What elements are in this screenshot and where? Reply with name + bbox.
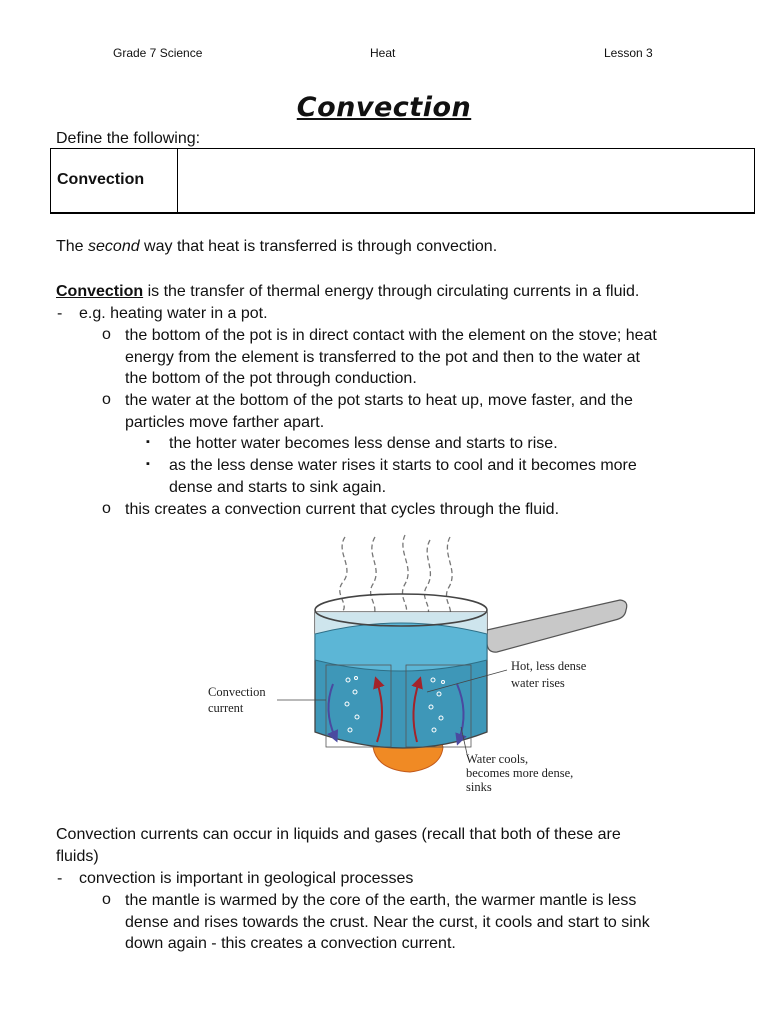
closing-line-2: fluids): [56, 847, 99, 865]
example-point-2: [125, 390, 633, 433]
header-unit: Heat: [370, 46, 396, 60]
example-text: e.g. heating water in a pot.: [79, 305, 268, 322]
example-final-point: this creates a convection current that cycles through the fluid.: [125, 501, 560, 518]
point-2-line-2: particles move farther apart.: [125, 413, 325, 431]
water-surface: [315, 623, 487, 671]
definition-table: [50, 148, 755, 214]
label-hot-2: water rises: [511, 676, 565, 690]
point-2-line-1: the water at the bottom of the pot starts to heat up, move faster, and the: [125, 392, 633, 409]
subpoint-2-line-1: as the less dense water rises it starts to cool and it becomes more: [169, 457, 637, 474]
steam-lines: [340, 535, 452, 618]
example-dash: -: [57, 305, 63, 322]
point-1-line-1: the bottom of the pot is in direct contact with the element on the stove; heat: [125, 327, 657, 344]
definition-term-cell: Convection: [51, 149, 178, 212]
label-cool-1: Water cools,: [466, 752, 529, 766]
closing-dash: -: [57, 870, 63, 887]
pot-handle: [487, 600, 627, 652]
subpoint-2-line-2: dense and starts to sink again.: [169, 478, 387, 496]
page-title: Convection: [296, 92, 472, 123]
bullet-marker: o: [102, 891, 111, 908]
label-hot-1: Hot, less dense: [511, 659, 587, 673]
closing-sub-line-1: the mantle is warmed by the core of the earth, the warmer mantle is less: [125, 892, 637, 909]
closing-subpoint: [125, 890, 650, 955]
intro-sentence: [56, 236, 497, 258]
bullet-marker: o: [102, 326, 111, 343]
closing-paragraph: [56, 824, 621, 867]
intro-before: The: [56, 238, 89, 255]
intro-emphasis: second: [88, 238, 140, 255]
label-convection-current-1: Convection: [208, 685, 266, 699]
point-1-line-2: energy from the element is transferred to the pot and then to the water at: [125, 348, 640, 366]
subpoint-1-line-1: the hotter water becomes less dense and starts to rise.: [169, 435, 558, 452]
label-convection-current-2: current: [208, 701, 244, 715]
bullet-marker: o: [102, 391, 111, 408]
example-point-1: [125, 325, 657, 390]
square-bullet: ▪: [146, 458, 150, 470]
closing-line-1: Convection currents can occur in liquids and gases (recall that both of these are: [56, 826, 621, 843]
intro-after: way that heat is transferred is through convection.: [139, 238, 498, 255]
definition-answer-cell[interactable]: [179, 149, 754, 212]
example-subpoint-1: [169, 433, 558, 455]
definition-term: Convection: [56, 283, 144, 300]
bullet-marker: o: [102, 500, 111, 517]
definition-rest: is the transfer of thermal energy through circulating currents in a fluid.: [143, 283, 640, 300]
label-cool-2: becomes more dense,: [466, 766, 574, 780]
convection-definition: [56, 281, 639, 303]
example-subpoint-2: [169, 455, 637, 498]
header-course: Grade 7 Science: [113, 46, 203, 60]
define-prompt: Define the following:: [56, 130, 201, 147]
label-cool-3: sinks: [466, 780, 492, 794]
square-bullet: ▪: [146, 436, 150, 448]
closing-sub-line-2: dense and rises towards the crust. Near the curst, it cools and start to sink: [125, 913, 650, 931]
closing-point: convection is important in geological processes: [79, 870, 414, 887]
header-lesson: Lesson 3: [604, 46, 653, 60]
point-1-line-3: the bottom of the pot through conduction.: [125, 370, 417, 387]
convection-pot-diagram: [205, 532, 635, 807]
closing-sub-line-3: down again - this creates a convection current.: [125, 935, 456, 952]
